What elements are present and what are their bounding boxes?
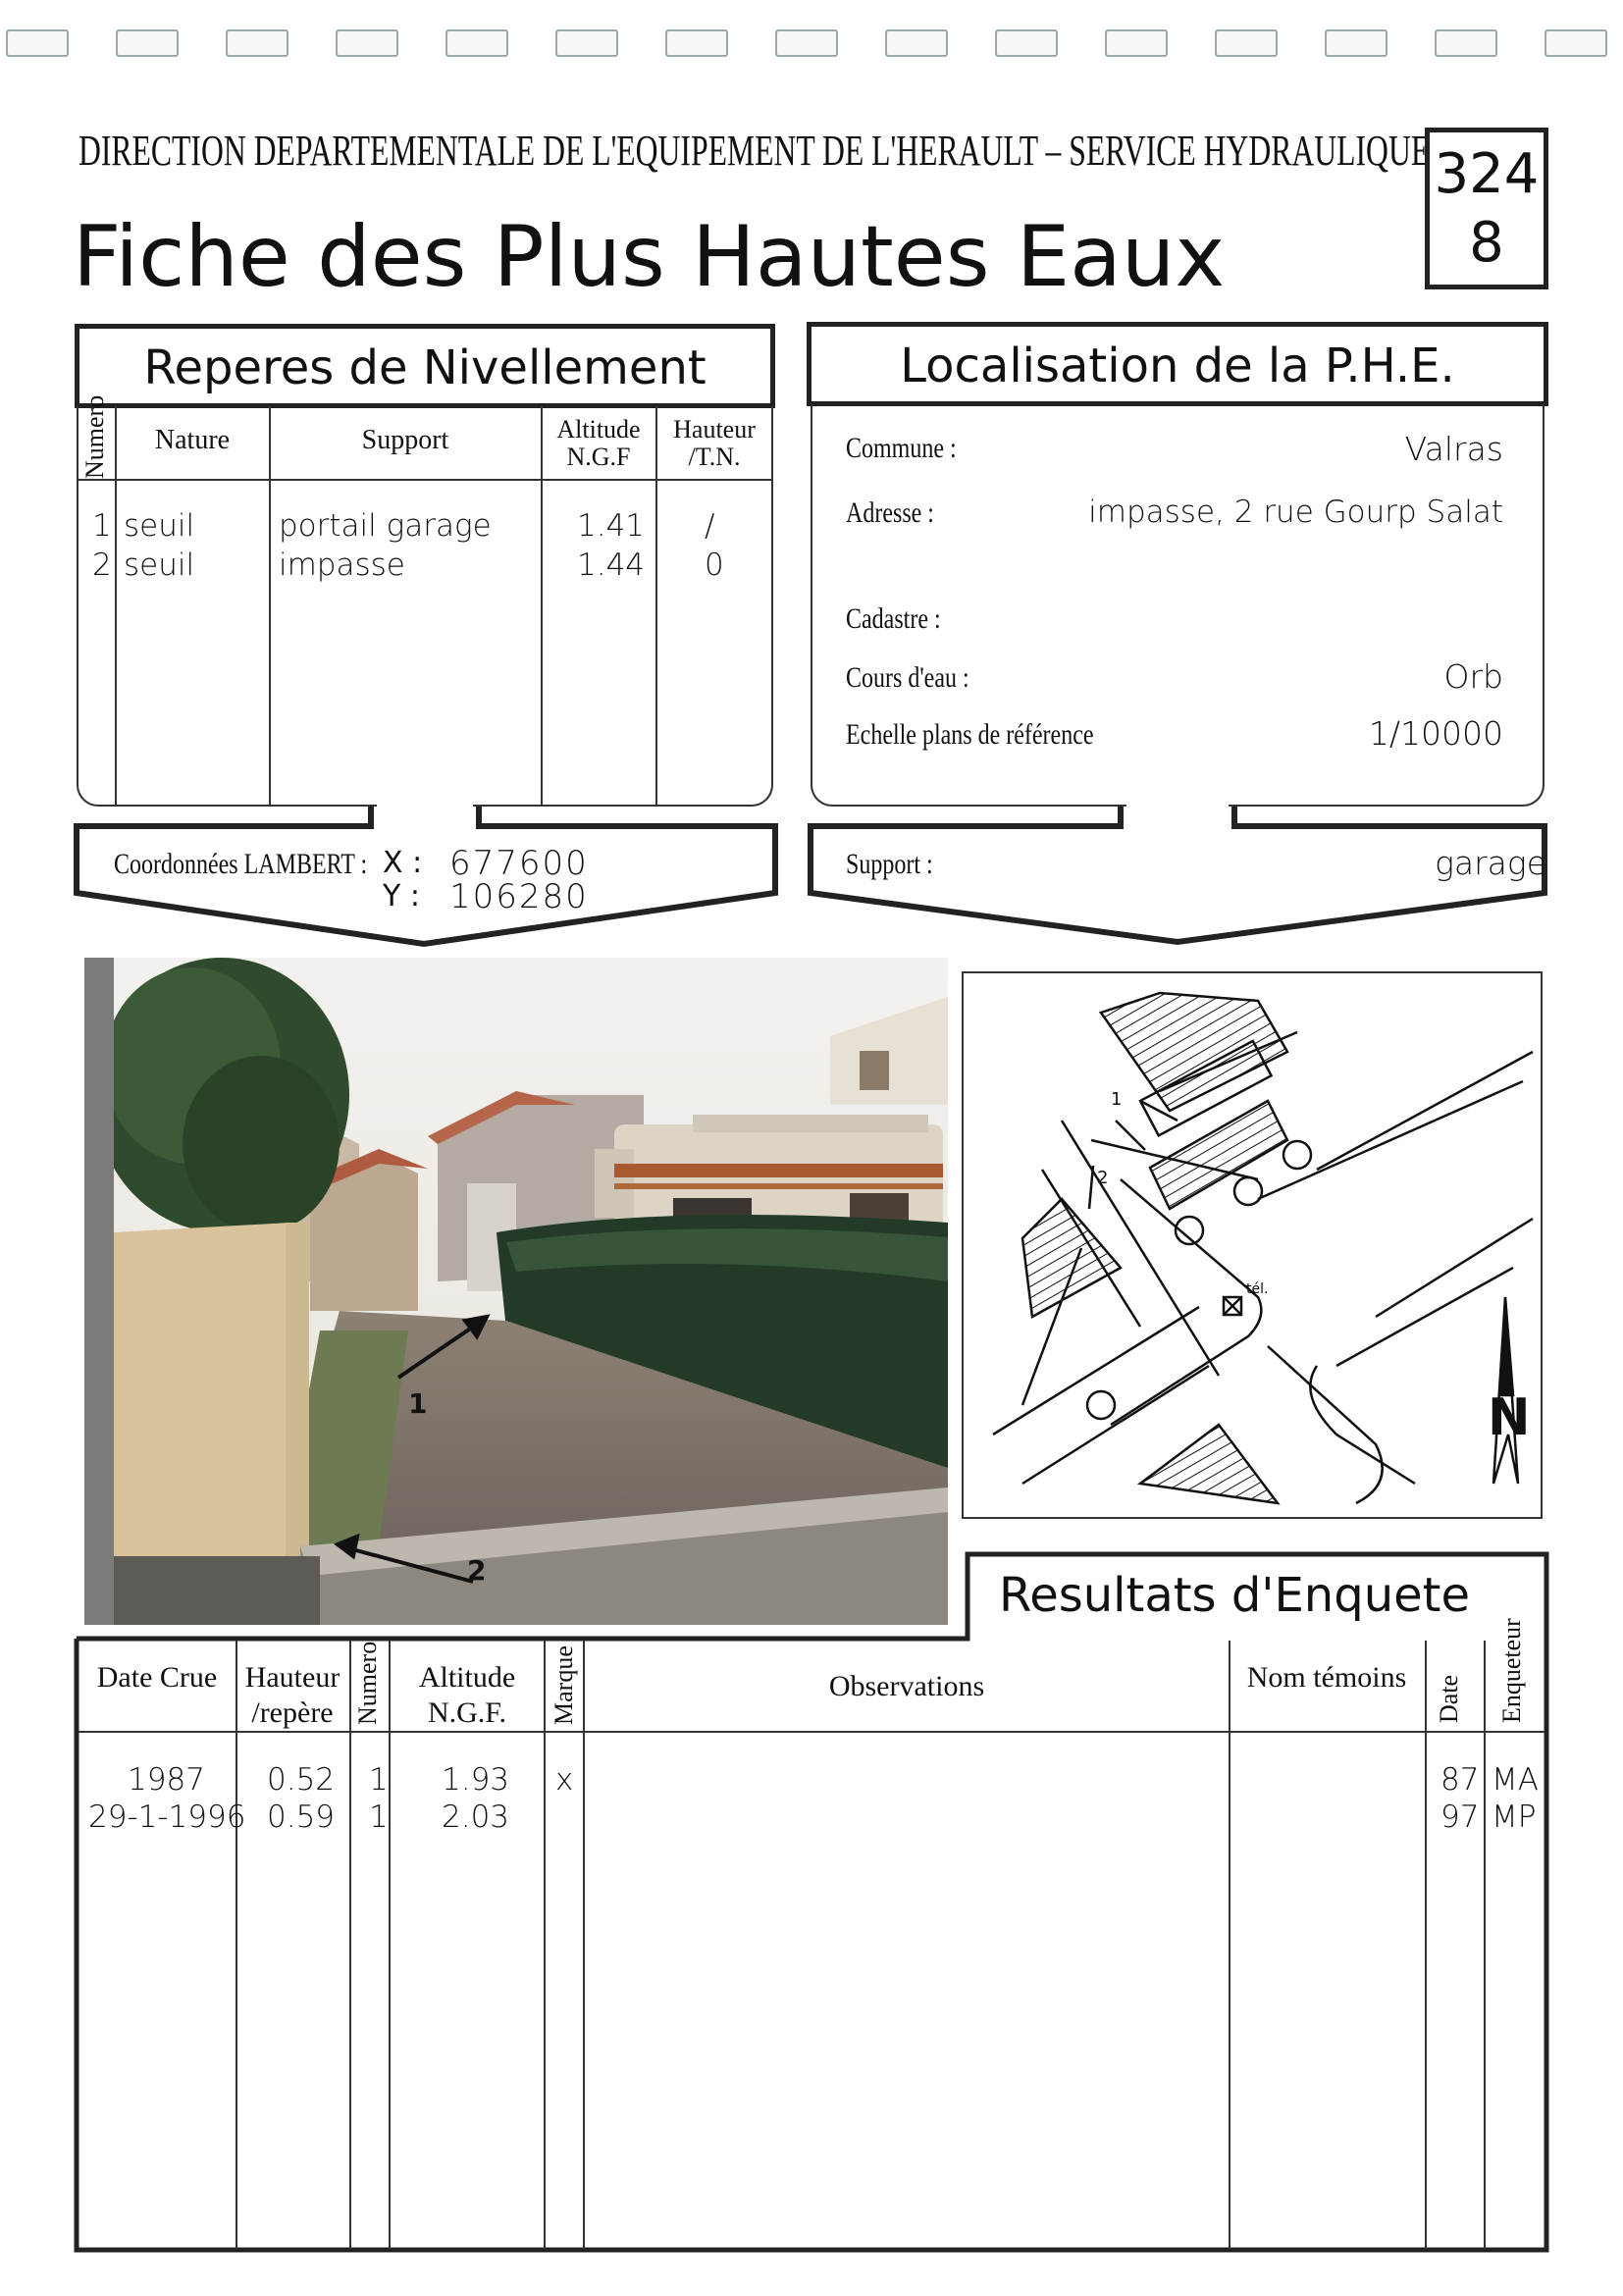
adresse-label: Adresse : [846,496,934,529]
adresse-value: impasse, 2 rue Gourp Salat [1088,495,1503,530]
row-date: 97 [1440,1800,1480,1835]
col-date-crue: Date Crue [96,1661,218,1694]
row-nature: seuil [124,548,195,583]
lambert-y-label: Y : [383,879,420,913]
row-altitude: 1.93 [442,1762,510,1798]
organization-line: DIRECTION DEPARTEMENTALE DE L'EQUIPEMENT DE L'HERAULT – SERVICE HYDRAULIQUE [79,127,1431,175]
reperes-col-hauteur: Hauteur /T.N. [673,415,756,471]
row-nature: seuil [124,508,195,544]
row-enqueteur: MP [1492,1800,1537,1835]
row-altitude: 1.44 [577,548,646,583]
row-hauteur: / [705,508,715,544]
lambert-x-value: 677600 [449,844,589,883]
row-numero: 1 [369,1762,389,1798]
row-numero: 2 [92,548,112,583]
commune-label: Commune : [846,432,957,464]
page-title: Fiche des Plus Hautes Eaux [73,208,1226,306]
row-numero: 1 [369,1800,389,1835]
row-marque: x [555,1762,574,1798]
row-hauteur: 0.59 [267,1800,336,1835]
plan-marker-2: 2 [1097,1168,1109,1188]
commune-value: Valras [1404,430,1503,468]
row-date-crue: 29-1-1996 [88,1800,246,1835]
row-altitude: 2.03 [442,1800,510,1835]
row-support: portail garage [279,508,492,544]
reperes-col-nature: Nature [154,425,231,455]
echelle-value: 1/10000 [1368,714,1503,753]
lambert-y-value: 106280 [449,877,589,916]
cadastre-label: Cadastre : [846,602,941,635]
row-altitude: 1.41 [577,508,646,544]
row-enqueteur: MA [1492,1762,1539,1798]
echelle-label: Echelle plans de référence [846,718,1094,751]
reference-number: 324 [1434,142,1540,206]
reperes-col-altitude: Altitude N.G.F [556,415,641,471]
site-photo [84,958,948,1625]
col-nom-temoins: Nom témoins [1246,1661,1407,1694]
resultats-title: Resultats d'Enquete [999,1568,1470,1623]
col-observations: Observations [828,1670,985,1702]
row-numero: 1 [92,508,112,544]
col-enqueteur: Enqueteur [1497,1618,1526,1723]
row-hauteur: 0 [705,548,724,583]
reperes-title: Reperes de Nivellement [143,340,707,395]
arrow-boxes-graphic [0,0,1623,962]
row-date: 87 [1440,1762,1480,1798]
support-label: Support : [846,848,933,880]
cours-eau-value: Orb [1443,657,1503,696]
plan-tel-label: tél. [1246,1281,1269,1297]
col-numero: Numero [353,1641,382,1725]
row-hauteur: 0.52 [267,1762,336,1798]
reference-sub: 8 [1469,211,1504,275]
row-support: impasse [279,548,405,583]
col-date: Date [1435,1674,1463,1723]
col-altitude-ngf: Altitude N.G.F. [418,1661,516,1729]
site-plan [964,973,1541,1517]
reperes-col-numero: Numero [80,394,109,479]
lambert-x-label: X : [383,846,423,880]
row-date-crue: 1987 [128,1762,205,1798]
col-marque: Marque [550,1645,578,1725]
lambert-label: Coordonnées LAMBERT : [114,848,368,880]
photo-marker-2: 2 [467,1554,487,1587]
col-hauteur-repere: Hauteur /repère [244,1661,340,1729]
photo-marker-1: 1 [408,1387,428,1420]
localisation-title: Localisation de la P.H.E. [900,339,1455,393]
plan-marker-1: 1 [1111,1089,1123,1110]
cours-eau-label: Cours d'eau : [846,661,969,694]
north-label: N [1488,1388,1531,1447]
reperes-col-support: Support [361,425,449,455]
support-value: garage [1435,844,1546,882]
